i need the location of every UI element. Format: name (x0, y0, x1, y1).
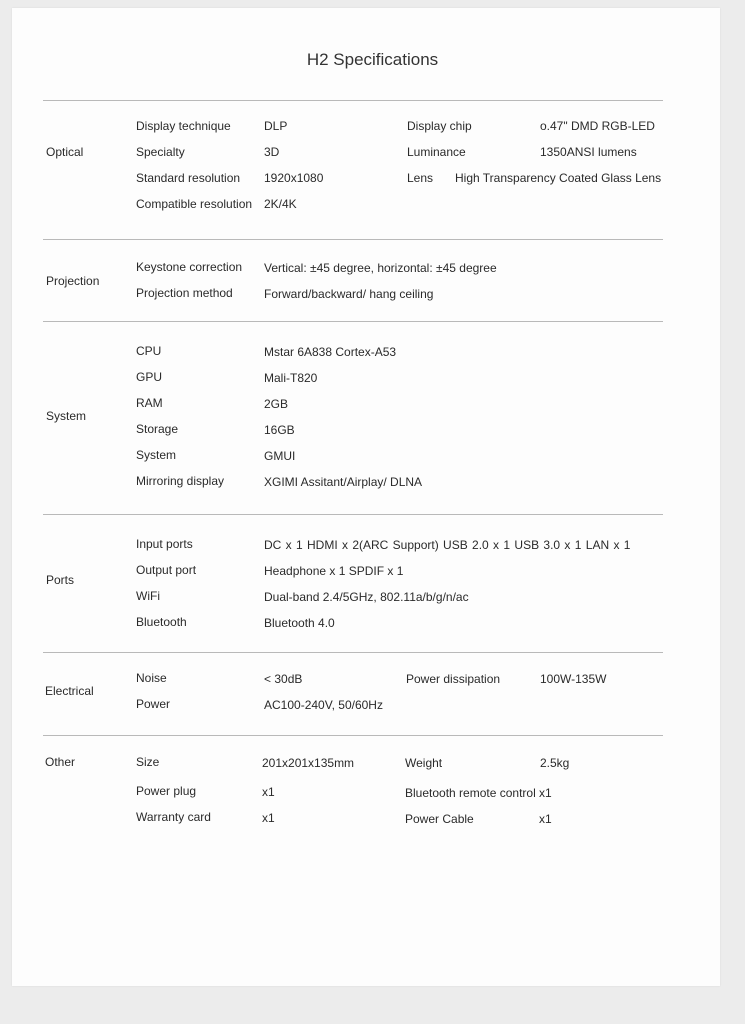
spec-label: Noise (136, 671, 167, 685)
spec-value: DLP (264, 119, 288, 133)
spec-value: < 30dB (264, 672, 303, 686)
spec-label: Projection method (136, 286, 233, 300)
spec-value: Vertical: ±45 degree, horizontal: ±45 degree (264, 261, 497, 275)
spec-label: Power plug (136, 784, 197, 798)
spec-label: Bluetooth remote control (405, 786, 536, 800)
spec-value: 16GB (264, 423, 295, 437)
spec-label: Power dissipation (406, 672, 501, 686)
section-name: Optical (46, 145, 84, 159)
spec-value: DC x 1 HDMI x 2(ARC Support) USB 2.0 x 1 USB 3.0 x 1 LAN x 1 (264, 538, 631, 552)
section-name: System (46, 409, 87, 423)
spec-value: x1 (539, 786, 552, 800)
spec-value: XGIMI Assitant/Airplay/ DLNA (264, 475, 423, 489)
spec-label: Power Cable (405, 812, 474, 826)
spec-value: AC100-240V, 50/60Hz (264, 698, 383, 712)
spec-label: Warranty card (136, 810, 211, 824)
spec-label: Compatible resolution (136, 197, 253, 211)
spec-value: 2K/4K (264, 197, 297, 211)
spec-value: 3D (264, 145, 280, 159)
spec-value: High Transparency Coated Glass Lens (455, 171, 662, 185)
spec-value: Mstar 6A838 Cortex-A53 (264, 345, 397, 359)
spec-value: 100W-135W (540, 672, 607, 686)
spec-value: Headphone x 1 SPDIF x 1 (264, 564, 404, 578)
divider (43, 100, 663, 101)
spec-label: RAM (136, 396, 163, 410)
spec-label: Luminance (407, 145, 466, 159)
page-title: H2 Specifications (306, 50, 439, 69)
spec-label: Display technique (136, 119, 231, 133)
spec-label: Weight (405, 756, 443, 770)
divider (43, 514, 663, 515)
spec-label: Input ports (136, 537, 193, 551)
spec-value: 2GB (264, 397, 289, 411)
spec-value: Dual-band 2.4/5GHz, 802.11a/b/g/n/ac (264, 590, 469, 604)
divider (43, 652, 663, 653)
spec-label: Output port (136, 563, 197, 577)
spec-value: o.47" DMD RGB-LED (540, 119, 655, 133)
spec-label: CPU (136, 344, 162, 358)
divider (43, 239, 663, 240)
spec-label: Lens (407, 171, 434, 185)
spec-label: Power (136, 697, 171, 711)
spec-value: x1 (539, 812, 552, 826)
section-name: Projection (46, 274, 100, 288)
spec-value: x1 (262, 811, 275, 825)
spec-value: x1 (262, 785, 275, 799)
spec-value: Bluetooth 4.0 (264, 616, 335, 630)
spec-value: Forward/backward/ hang ceiling (264, 287, 434, 301)
spec-value: GMUI (264, 449, 296, 463)
spec-value: 2.5kg (540, 756, 570, 770)
spec-label: Specialty (136, 145, 185, 159)
section-name: Other (45, 755, 76, 769)
spec-label: Size (136, 755, 160, 769)
spec-value: Mali-T820 (264, 371, 318, 385)
spec-label: Mirroring display (136, 474, 225, 488)
spec-label: Display chip (407, 119, 472, 133)
spec-label: Bluetooth (136, 615, 187, 629)
divider (43, 735, 663, 736)
spec-label: Storage (136, 422, 179, 436)
spec-label: Standard resolution (136, 171, 241, 185)
spec-label: GPU (136, 370, 163, 384)
spec-value: 1350ANSI lumens (540, 145, 637, 159)
section-name: Ports (46, 573, 75, 587)
spec-label: Keystone correction (136, 260, 243, 274)
section-name: Electrical (45, 684, 94, 698)
spec-value: 201x201x135mm (262, 756, 355, 770)
spec-label: System (136, 448, 177, 462)
divider (43, 321, 663, 322)
spec-value: 1920x1080 (264, 171, 324, 185)
spec-label: WiFi (136, 589, 160, 603)
